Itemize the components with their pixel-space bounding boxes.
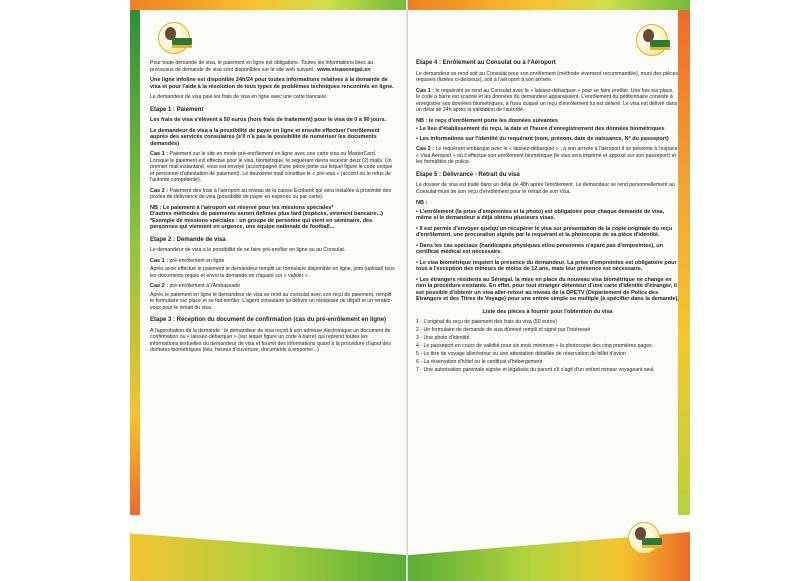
intro-text: Pour toute demande de visa, le paiement en ligne est obligatoire. Toutes les informations liées au processus de demande de visa sont disponibles sur le site web suivant : <box>150 60 374 73</box>
nb-line: • Le lieu d'établissement du reçu, la date et l'heure d'enregistrement des données biométriques <box>416 126 665 132</box>
website-link[interactable]: www.visasenegal.sn <box>317 66 371 73</box>
e2-cas2-title: pré-enrôlement à l'Ambassade <box>169 283 240 289</box>
nb-line: D'autres méthodes de paiements seront définies plus tard (espèces, virement bancaire...) <box>150 211 383 217</box>
e4-cas2-text: Le requérant embarque avec le « laissez-débarquer » ; à son arrivée à l'aéroport il se présente à l'espace « Visa Aéroport » où il effectue son enrôlement biométrique (le visa sera imprimé et apposé sur son passeport) et les formalités de police. <box>416 146 678 165</box>
etape1-title: Etape 1 : Paiement <box>150 106 204 113</box>
e2-cas2-text: Après le paiement en ligne le demandeur de visa se rend au consulat avec son reçu de paiement, remplit le formulaire sur place et se fait enrôler. L'agent consulaire lui délivre un récépissé de dépôt et un rendez-vous pour le retrait du visa. <box>150 291 393 311</box>
list-item: 7 - Une autorisation parentale signée et légalisée du parent s'il s'agit d'un enfant mineur voyageant seul. <box>416 367 655 373</box>
etape3-title: Etape 3 : Réception du document de confirmation (cas du pré-enrôlement en ligne) <box>150 317 387 323</box>
cas2-label: Cas 2 : <box>150 187 169 194</box>
nb-item: • Il est permis d'envoyer quelqu'un récupérer le visa sur présentation de la copie originale du reçu d'enrôlement, une procuration signée par le requérant et la photocopie de sa pièce d'identité. <box>416 225 673 238</box>
nb-item: • Les étrangers résidents au Sénégal, la mise en place du nouveau visa biométrique ne change en rien la procédure existante. En effet, pour tout étranger détenteur d'une carte d'identité d'étranger, il est possible d'obtenir un visa aller-retour au niveau de la DPETV (Département de Police des Etrangers et des Titres de Voyage) pour une entrée simple ou multiple (à spécifier dans la demande). <box>416 276 679 302</box>
etape2-title: Etape 2 : Demande de visa <box>150 236 226 243</box>
nb-item: • Le visa biométrique requiert la présence du demandeur. La prise d'empreintes est obligatoire pour tous à l'exception des mineurs de moins de 12 ans, mais leur présence est nécessaire. <box>416 259 677 272</box>
visa-senegal-logo-icon <box>158 22 192 52</box>
right-page-content <box>416 60 679 375</box>
left-page <box>130 0 408 581</box>
list-item: 5 - Le titre de voyage aller/retour ou une attestation détaillée de réservation de billet d'avion <box>416 351 626 357</box>
bottom-color-band <box>130 513 408 581</box>
list-item: 6 - La réservation d'hôtel ou le certificat d'hébergement <box>416 359 543 365</box>
nb-item: • L'enrôlement (la prise d'empreintes et la photo) est obligatoire pour chaque demande de visa, même si le demandeur a déjà obtenu plusieurs visas. <box>416 208 665 221</box>
left-color-edge <box>130 10 140 515</box>
etape4-intro: Le demandeur se rend soit au Consulat pour son enrôlement (méthode vivement recommandée), muni des pièces requises (listées ci-dessous), soit à l'aéroport à son arrivée. <box>416 70 679 83</box>
list-item: 4 - Le passeport en cours de validité pour six mois minimum + la photocopie des cinq premières pages. <box>416 343 654 349</box>
nb-item: • Dans les cas spéciaux (handicapés physiques et/ou personnes n'ayant pas d'empreintes), un certificat médical est nécessaire. <box>416 242 663 255</box>
pieces-list <box>416 319 679 374</box>
top-color-band <box>408 0 690 10</box>
list-item: 3 - Une photo d'identité <box>416 335 470 341</box>
cas2-text: Paiement des frais à l'aéroport au niveau de la caisse Ecobank qui sera installée à proximité des postes de délivrance de visa (possibilité de payer en espèces ou par carte). <box>150 187 392 200</box>
etape4-title: Etape 4 : Enrôlement au Consulat ou à l'Aéroport <box>416 60 556 66</box>
cas1-label: Cas 1 : <box>150 151 169 157</box>
possibility-text: Le demandeur de visa a la possibilité de payer en ligne et ensuite effectuer l'enrôlement auprès des services consulaires (s'il n'a pas la possibilité de numériser les documents demandés) <box>150 127 380 147</box>
hotline-text: Une ligne infoline est disponible 24h/24 pour toutes informations relatives à la demande de visa et pour l'aide à la résolution de tous types de problèmes techniques rencontrés en ligne. <box>150 77 394 90</box>
etape5-title: Etape 5 : Délivrance - Retrait du visa <box>416 171 520 178</box>
right-page <box>408 0 690 581</box>
nb-line: NB : Le paiement à l'aéroport est réservé pour les missions spéciales* <box>150 204 334 211</box>
nb-line: *Exemple de missions spéciales : un groupe de personne qui vient en séminaire, des personnes qui viennent en urgence, une équipe nationale de football... <box>150 217 373 230</box>
list-item: 1 - L'original du reçu de paiement des frais du visa (50 euros) <box>416 319 557 325</box>
cas1-text: Paiement sur le site en mode pré-enrôlement en ligne avec une carte visa ou MasterCard. Lorsque le paiement est effectué pour le visa, biométrique, le requérant devra recevoir deux (2) mails. Un premier mail instantané, vous est envoyé (accompagné d'une pièce jointe sur lequel figure le code unique et personnel d'attestation de paiement). Le deuxième mail constitue le « pré-visa » (accord ou le refus de l'autorité compétente). <box>150 151 393 183</box>
e2-cas1-text: Après avoir effectué le paiement le demandeur remplit un formulaire disponible en ligne, joint (upload) tous les documents requis et envoi la demande en cliquant sur « valider ». <box>150 266 395 279</box>
right-color-edge <box>678 10 690 515</box>
e2-cas1-label: Cas 1 : <box>150 257 169 264</box>
e2-cas1-title: pré-enrôlement en ligne <box>169 257 225 264</box>
nb-receipt-block <box>416 118 679 143</box>
visa-senegal-logo-icon <box>636 24 670 54</box>
nb-line: • Les informations sur l'identité du requérant (nom, prénom, date de naissance, N° du passeport) <box>416 135 669 142</box>
left-page-content <box>150 60 395 358</box>
e4-cas2-label: Cas 2 : <box>416 146 435 152</box>
e4-cas1-label: Cas 1 : <box>416 87 435 94</box>
etape2-intro: Le demandeur de visa a la possibilité de se faire pré-enrôler en ligne ou au Consulat. <box>150 247 346 253</box>
e2-cas2-label: Cas 2 : <box>150 283 169 289</box>
pay-intro-text: Le demandeur de visa paie les frais de visa en ligne avec une carte bancaire. <box>150 94 328 100</box>
e4-cas1-text: le requérant se rend au Consulat avec le « laissez-débarquer » pour se faire enrôler. Une fois sur place, le code à barre est scanné et les données du demandeur apparaissent. L'enrôlement du pétitionnaire consiste à enregistrer ses données biométriques, à l'issu duquel un reçu d'enrôlement lui est délivré. Le visa est délivré dans un délai de 24h après la validation de l'autorité. <box>416 87 678 113</box>
pieces-title: Liste des pièces à fournir pour l'obtention du visa <box>482 308 613 315</box>
top-color-band <box>130 0 408 10</box>
list-item: 2 - Un formulaire de demande de visa dûment rempli et signé par l'intéressé <box>416 327 591 333</box>
nb-payment-block <box>150 205 395 231</box>
etape5-text: Le dossier de visa est traité dans un délai de 48h après l'enrôlement. Le demandeur se rend personnellement au Consulat muni de son reçu d'enrôlement pour le retrait de son Visa. <box>416 182 675 195</box>
nb-title: NB : <box>416 200 428 206</box>
fees-text: Les frais de visa s'élèvent à 50 euros (hors frais de traitement) pour le visa de 0 à 90 jours. <box>150 117 387 123</box>
visa-senegal-logo-icon <box>628 522 662 552</box>
nb-line: NB : le reçu d'enrôlement porte les données suivantes <box>416 117 558 124</box>
etape3-text: A l'approbation de la demande : le demandeur de visa reçoit à son adresse électronique un document de confirmation ou « laissez-débarquer » (sur lequel figure un code à barre) qui reprend toutes les informations textuelles du demandeur de visa et fournit des informations quant à la procédure d'ajout des données biométriques (lieu, heures d'ouverture, documents à emporter...) <box>150 327 391 353</box>
